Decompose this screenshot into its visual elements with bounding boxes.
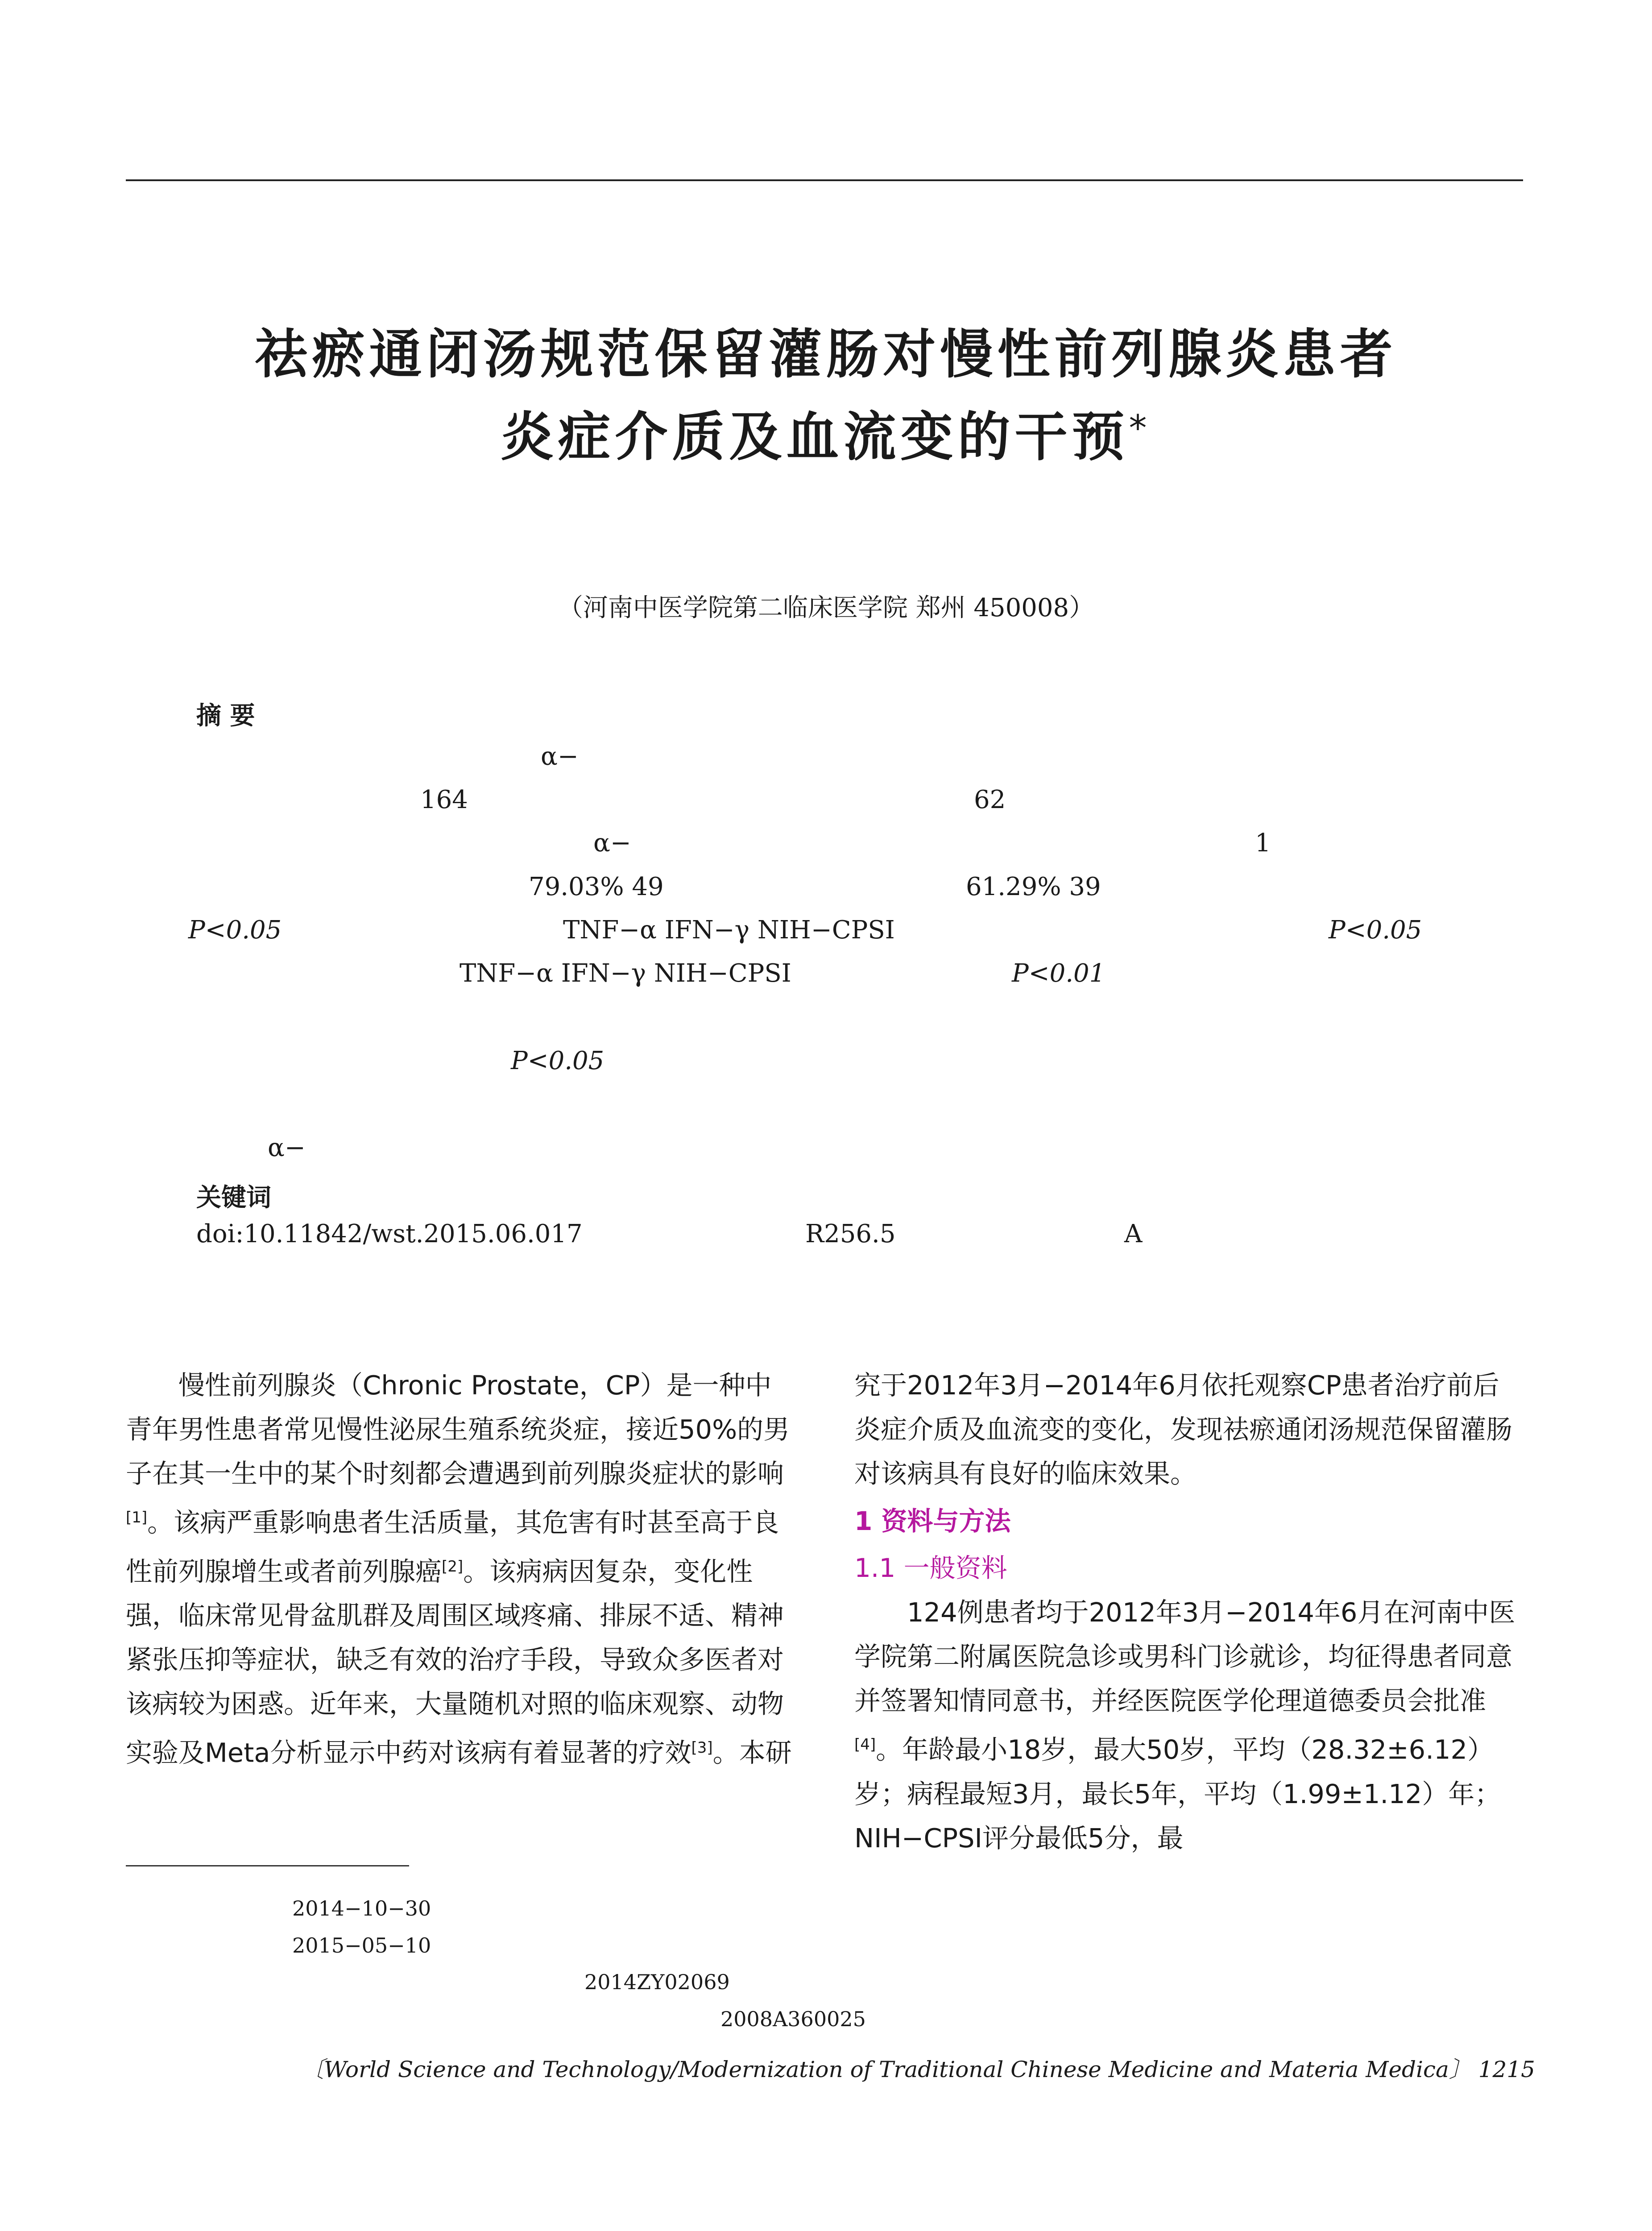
footnote-revised-date: 2015−05−10 xyxy=(292,1933,431,1957)
abstract-label: 摘 要 xyxy=(196,701,255,730)
abstract-p-value-2: P<0.05 xyxy=(1329,916,1422,945)
title-line-2 xyxy=(0,406,1652,468)
page-footer: 〔World Science and Technology/Modernization of Traditional Chinese Medicine and Materia Medica〕 1215 xyxy=(302,2057,1535,2082)
body-right-column xyxy=(854,1363,1524,1860)
footnote-rule xyxy=(126,1865,409,1866)
body-right-intro: 究于2012年3月−2014年6月依托观察CP患者治疗前后炎症介质及血流变的变化，发现祛瘀通闭汤规范保留灌肠对该病具有良好的临床效果。 xyxy=(854,1370,1513,1489)
ref-1: [1] xyxy=(126,1509,148,1526)
body-left-text-4: 。本研 xyxy=(712,1737,792,1768)
title-line-2-text: 炎症介质及血流变的干预 xyxy=(501,406,1129,468)
body-left-column xyxy=(126,1363,797,1775)
doi: doi:10.11842/wst.2015.06.017 xyxy=(196,1219,583,1248)
ref-2: [2] xyxy=(442,1557,464,1576)
body-left-paragraph xyxy=(126,1363,797,1775)
abstract-pct-1: 79.03% 49 xyxy=(529,872,664,901)
clc-number: R256.5 xyxy=(805,1219,896,1248)
title-line-1: 祛瘀通闭汤规范保留灌肠对慢性前列腺炎患者 xyxy=(255,323,1397,385)
ref-4: [4] xyxy=(854,1736,876,1754)
body-left-text-1: 慢性前列腺炎（Chronic Prostate，CP）是一种中青年男性患者常见慢性泌尿生殖系统炎症，接近50%的男子在其一生中的某个时刻都会遭遇到前列腺炎症状的影响 xyxy=(126,1370,790,1489)
affiliation: （河南中医学院第二临床医学院 郑州 450008） xyxy=(558,593,1094,622)
title-footnote-star: * xyxy=(1129,407,1151,449)
footnote-grant-1: 2014ZY02069 xyxy=(584,1970,730,1994)
abstract-pct-2: 61.29% 39 xyxy=(966,872,1101,901)
abstract-p-value-4: P<0.05 xyxy=(511,1046,604,1075)
abstract-n164: 164 xyxy=(420,785,468,814)
abstract-markers-1: TNF−α IFN−γ NIH−CPSI xyxy=(563,916,895,945)
abstract-n62: 62 xyxy=(974,785,1006,814)
ref-3: [3] xyxy=(691,1739,713,1757)
body-left-text-2: 。该病严重影响患者生活质量，其危害有时甚至高于良性前列腺增生或者前列腺癌 xyxy=(126,1507,779,1587)
abstract-alpha-1: α− xyxy=(541,742,579,771)
body-left-text-3: 。该病病因复杂，变化性强，临床常见骨盆肌群及周围区域疼痛、排尿不适、精神紧张压抑等症状，缺乏有效的治疗手段，导致众多医者对该病较为困惑。近年来，大量随机对照的临床观察、动物实验及Meta分析显示中药对该病有着显著的疗效 xyxy=(126,1556,784,1768)
document-code: A xyxy=(1124,1219,1143,1248)
section-1-1-heading: 1.1 一般资料 xyxy=(854,1553,1007,1583)
section-1-1-text-2: 。年龄最小18岁，最大50岁，平均（28.32±6.12）岁；病程最短3月，最长5年，平均（1.99±1.12）年；NIH−CPSI评分最低5分，最 xyxy=(854,1734,1501,1854)
section-1-1-paragraph xyxy=(854,1590,1524,1860)
abstract-n1: 1 xyxy=(1255,829,1271,858)
abstract-p-value-1: P<0.05 xyxy=(188,916,282,945)
abstract-markers-2: TNF−α IFN−γ NIH−CPSI xyxy=(460,959,791,988)
section-1-heading: 1 资料与方法 xyxy=(854,1506,1011,1536)
keywords-label: 关键词 xyxy=(196,1183,271,1212)
section-1-1-text-1: 124例患者均于2012年3月−2014年6月在河南中医学院第二附属医院急诊或男科门诊就诊，均征得患者同意并签署知情同意书，并经医院医学伦理道德委员会批准 xyxy=(854,1597,1515,1716)
abstract-p-value-3: P<0.01 xyxy=(1012,959,1105,988)
abstract-alpha-2: α− xyxy=(593,829,631,858)
abstract-alpha-3: α− xyxy=(268,1133,306,1162)
header-rule xyxy=(126,179,1523,181)
footnote-grant-2: 2008A360025 xyxy=(720,2007,866,2031)
footnote-received-date: 2014−10−30 xyxy=(292,1896,431,1920)
